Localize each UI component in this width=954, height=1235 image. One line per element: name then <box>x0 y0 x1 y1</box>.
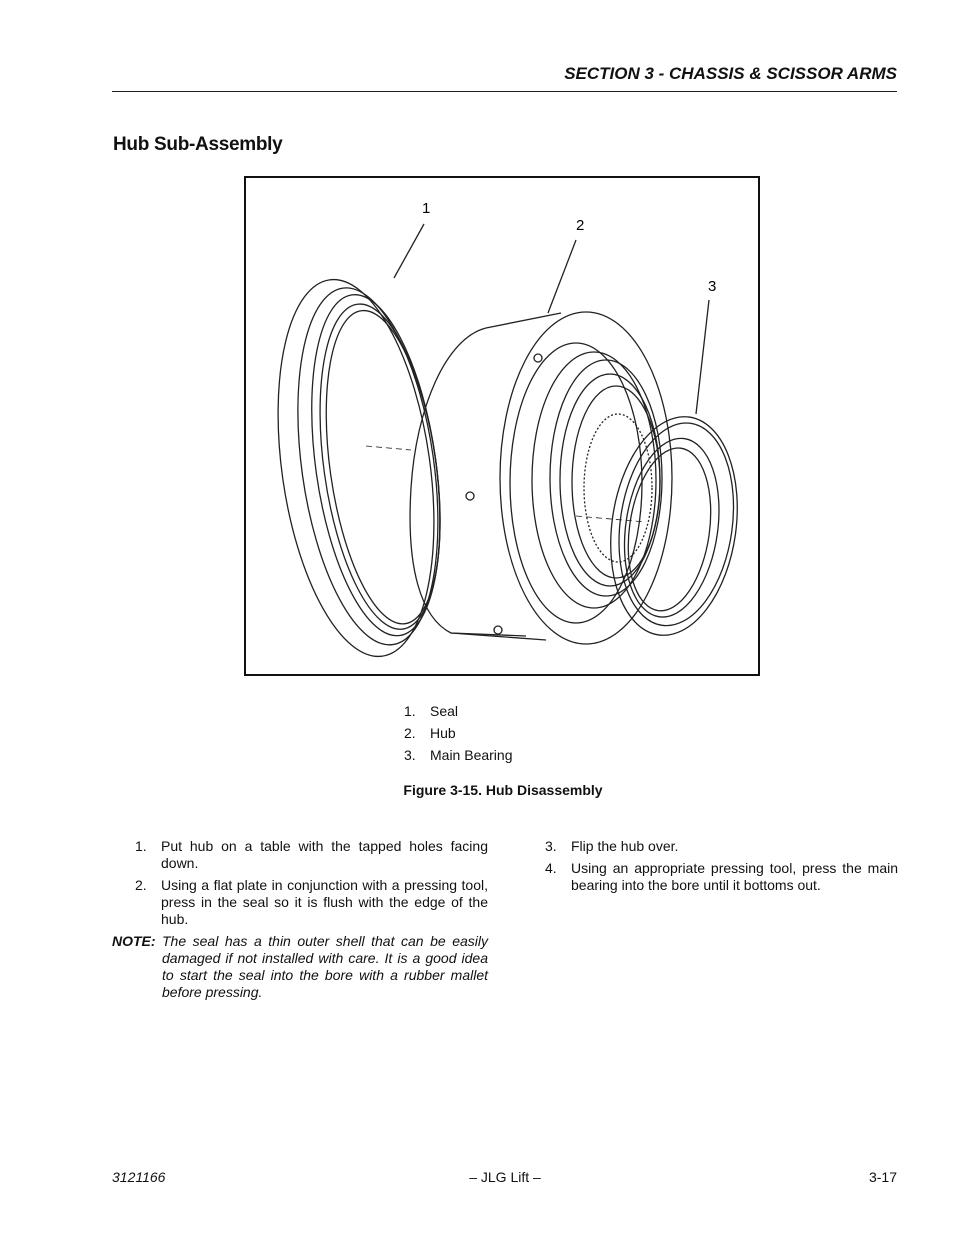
step-number: 3. <box>545 838 557 854</box>
hub-exploded-drawing <box>246 178 758 674</box>
note-text: The seal has a thin outer shell that can be easily damaged if not installed with care. It is a good idea to start the seal into the bore with a rubber mallet before pressing. <box>162 933 488 1000</box>
procedure-step <box>112 877 488 928</box>
legend-item <box>404 722 513 744</box>
legend-label: Main Bearing <box>430 747 513 763</box>
step-number: 4. <box>545 860 557 876</box>
seal-part <box>256 269 461 667</box>
legend-label: Hub <box>430 725 456 741</box>
figure-legend <box>404 700 513 766</box>
page-title: Hub Sub-Assembly <box>113 134 283 155</box>
legend-item <box>404 744 513 766</box>
step-text: Flip the hub over. <box>571 838 679 854</box>
step-number: 2. <box>135 877 147 893</box>
legend-number: 1. <box>404 703 416 719</box>
footer-brand: – JLG Lift – <box>469 1169 541 1185</box>
legend-number: 3. <box>404 747 416 763</box>
right-column <box>522 838 898 899</box>
step-number: 1. <box>135 838 147 854</box>
callout-leader-3 <box>696 300 709 414</box>
callout-leader-2 <box>548 240 576 313</box>
procedure-step <box>112 838 488 872</box>
step-text: Using an appropriate pressing tool, press the main bearing into the bore until it bottoms out. <box>571 860 898 893</box>
callout-1: 1 <box>422 200 431 217</box>
legend-label: Seal <box>430 703 459 719</box>
callout-2: 2 <box>576 217 585 234</box>
header-rule <box>112 91 897 92</box>
note-block <box>112 933 488 1001</box>
footer-doc-number: 3121166 <box>112 1169 166 1185</box>
left-column <box>112 838 488 1001</box>
callout-leader-1 <box>394 224 424 278</box>
procedure-step <box>522 860 898 894</box>
callout-3: 3 <box>708 278 717 295</box>
footer-page-number: 3-17 <box>868 1169 897 1185</box>
hub-part <box>410 312 672 644</box>
legend-number: 2. <box>404 725 416 741</box>
figure-caption: Figure 3-15. Hub Disassembly <box>403 782 603 798</box>
hub-disassembly-figure <box>244 176 760 676</box>
step-text: Using a flat plate in conjunction with a pressing tool, press in the seal so it is flush with the edge of the hub. <box>161 877 488 927</box>
legend-item <box>404 700 513 722</box>
step-text: Put hub on a table with the tapped holes facing down. <box>161 838 488 871</box>
procedure-step <box>522 838 898 855</box>
main-bearing-part <box>597 408 750 643</box>
section-header: SECTION 3 - CHASSIS & SCISSOR ARMS <box>564 64 897 83</box>
note-label: NOTE: <box>112 933 156 949</box>
